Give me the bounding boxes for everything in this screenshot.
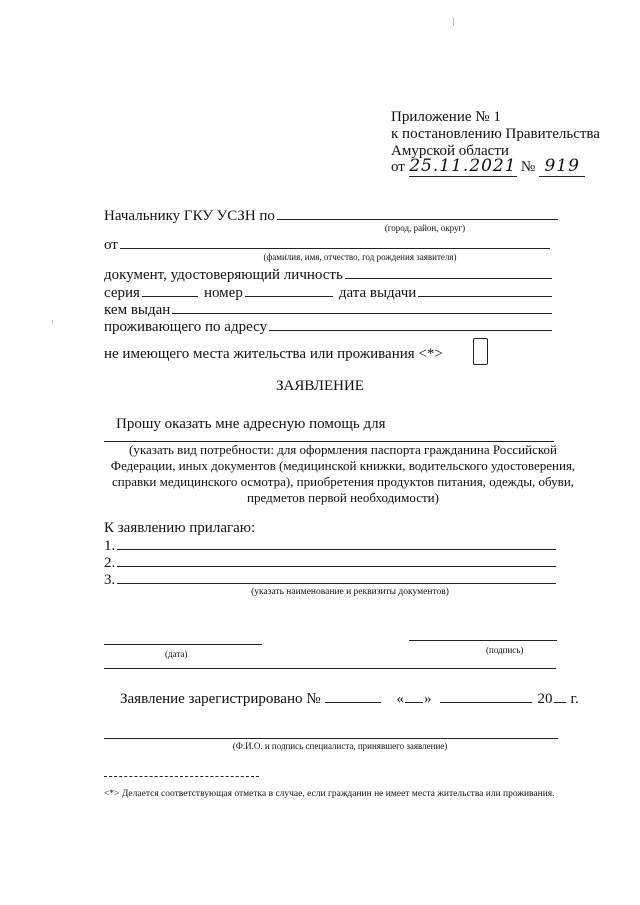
footnote-text: <*> Делается соответствующая отметка в случае, если гражданин не имеет места жительства или проживания.: [104, 789, 555, 799]
signature-field[interactable]: [409, 640, 557, 641]
applicant-field[interactable]: [120, 235, 550, 249]
address-field[interactable]: [269, 317, 552, 331]
attachment-field-2[interactable]: [117, 553, 556, 567]
number-label: номер: [203, 285, 243, 301]
date-hint: (дата): [165, 649, 188, 659]
issued-by-label: кем выдан: [104, 302, 171, 318]
year-suffix: г.: [570, 691, 579, 707]
attachments-hint: (указать наименование и реквизиты документов): [251, 587, 449, 597]
no-residence-label: не имеющего места жительства или проживания <*>: [104, 346, 443, 362]
registration-label: Заявление зарегистрировано №: [120, 691, 321, 707]
applicant-hint: (фамилия, имя, отчество, год рождения заявителя): [263, 252, 457, 262]
appendix-line-2: к постановлению Правительства: [391, 126, 600, 142]
appendix-line-1: Приложение № 1: [391, 109, 501, 125]
attachment-field-1[interactable]: [117, 536, 556, 550]
scan-mark-left: [52, 320, 53, 324]
registration-month-field[interactable]: [440, 689, 532, 703]
issue-date-field[interactable]: [418, 283, 552, 297]
attachment-number-3: 3.: [104, 572, 116, 588]
registration-row: [120, 689, 579, 708]
recipient-label: Начальнику ГКУ УСЗН по: [104, 208, 275, 224]
id-document-row: [104, 265, 552, 284]
issued-by-field[interactable]: [172, 300, 552, 314]
registration-year-field[interactable]: [554, 689, 566, 703]
specialist-field[interactable]: [104, 738, 558, 739]
series-field[interactable]: [142, 283, 198, 297]
appendix-date-field: [409, 157, 517, 177]
quote-open: «: [396, 691, 405, 707]
signature-hint: (подпись): [486, 645, 524, 655]
appendix-from-label: от: [391, 159, 405, 175]
appendix-number-field: [539, 157, 585, 177]
recipient-field[interactable]: [277, 206, 558, 220]
attachment-field-3[interactable]: [117, 570, 556, 584]
registration-day-field[interactable]: [405, 689, 423, 703]
footnote-separator: [104, 776, 259, 777]
date-field[interactable]: [104, 644, 262, 645]
no-residence-checkbox[interactable]: [473, 338, 488, 365]
series-label: серия: [104, 285, 140, 301]
attachments-label: К заявлению прилагаю:: [104, 520, 256, 536]
appendix-number-value: 919: [544, 156, 580, 176]
appendix-line-3: Амурской области: [391, 143, 509, 159]
request-hint: (указать вид потребности: для оформления паспорта гражданина Российской Федерации, иных документов (медицинской книжки, водительского удостоверения, справки медицинского осмотра), приобретения продуктов питания, одежды, обуви, предметов первой необходимости): [110, 442, 576, 505]
specialist-hint: (Ф.И.О. и подпись специалиста, принявшего заявление): [232, 741, 448, 751]
attachment-number-2: 2.: [104, 555, 116, 571]
request-text: Прошу оказать мне адресную помощь для: [116, 416, 386, 432]
number-field[interactable]: [245, 283, 333, 297]
scan-mark-top: [453, 18, 454, 26]
appendix-date-value: 25.11.2021: [409, 156, 517, 176]
document-title: ЗАЯВЛЕНИЕ: [276, 378, 364, 394]
attachment-number-1: 1.: [104, 538, 116, 554]
year-prefix: 20: [537, 691, 553, 707]
registration-number-field[interactable]: [325, 689, 381, 703]
address-label: проживающего по адресу: [104, 319, 268, 335]
id-document-field[interactable]: [345, 265, 552, 279]
id-document-label: документ, удостоверяющий личность: [104, 267, 343, 283]
quote-close: »: [424, 691, 432, 707]
appendix-date-row: [391, 157, 585, 177]
appendix-number-label: №: [520, 159, 536, 175]
issue-date-label: дата выдачи: [338, 285, 417, 301]
recipient-hint: (город, район, округ): [384, 223, 466, 233]
address-row: [104, 317, 552, 336]
applicant-from-label: от: [104, 237, 118, 253]
signature-underline: [104, 668, 556, 669]
